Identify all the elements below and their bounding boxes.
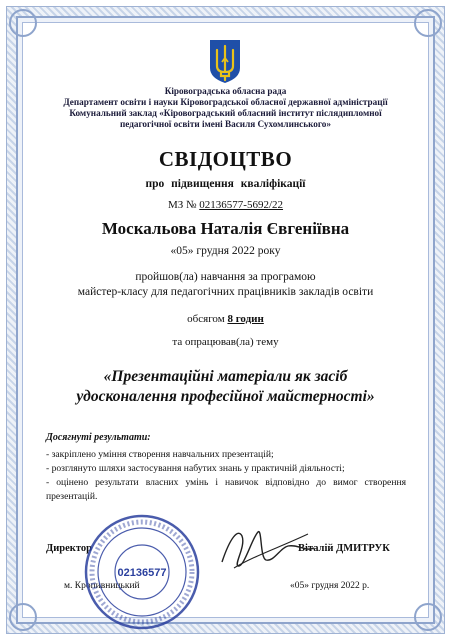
topic-line: «Презентаційні матеріали як засіб xyxy=(103,368,348,385)
coat-of-arms-icon xyxy=(208,38,242,84)
course-volume xyxy=(0,313,451,325)
issuer-line: Департамент освіти і науки Кіровоградської обласної державної адміністрації xyxy=(63,97,388,107)
program-line: майстер-класу для педагогічних працівників закладів освіти xyxy=(77,286,374,298)
number-value: 02136577-5692/22 xyxy=(199,199,284,211)
issue-city: м. Кропивницький xyxy=(64,581,140,591)
topic-lead: та опрацював(ла) тему xyxy=(172,336,279,348)
certificate-number xyxy=(0,199,451,211)
handwritten-signature xyxy=(208,518,318,578)
issuer-line: педагогічної освіти імені Василя Сухомлинського» xyxy=(119,119,331,129)
signer-name: Віталій ДМИТРУК xyxy=(298,543,390,554)
stamp-code: 02136577 xyxy=(117,567,167,579)
recipient-name: Москальова Наталія Євгеніївна xyxy=(101,219,350,238)
certificate-subtitle: про підвищення кваліфікації xyxy=(145,178,306,190)
number-prefix: МЗ № xyxy=(167,199,197,211)
topic-title xyxy=(0,367,451,407)
issuer-block xyxy=(0,86,451,130)
results-list xyxy=(46,448,406,504)
results-heading: Досягнуті результати: xyxy=(46,432,151,443)
official-stamp xyxy=(82,512,202,632)
signer-role: Директор xyxy=(46,543,92,554)
results-item: - оцінено результати власних умінь і навичок відповідно до вимог створення презентацій. xyxy=(46,477,406,502)
corner-ornament xyxy=(414,603,442,631)
volume-prefix: обсягом xyxy=(187,313,225,325)
issue-date: «05» грудня 2022 р. xyxy=(290,581,370,591)
corner-ornament xyxy=(414,9,442,37)
program-description xyxy=(0,270,451,300)
corner-ornament xyxy=(9,603,37,631)
topic-line: удосконалення професійної майстерності» xyxy=(76,388,375,405)
corner-ornament xyxy=(9,9,37,37)
program-line: пройшов(ла) навчання за програмою xyxy=(135,271,316,283)
certificate-title: СВІДОЦТВО xyxy=(158,147,293,171)
results-item: - закріплено уміння створення навчальних презентацій; xyxy=(46,449,274,460)
volume-hours: 8 годин xyxy=(227,313,264,325)
issuer-line: Кіровоградська обласна рада xyxy=(164,86,287,96)
issuer-line: Комунальний заклад «Кіровоградський обласний інститут післядипломної xyxy=(69,108,382,118)
results-item: - розглянуто шляхи застосування набутих знань у практичній діяльності; xyxy=(46,463,345,474)
completion-date: «05» грудня 2022 року xyxy=(170,245,281,257)
